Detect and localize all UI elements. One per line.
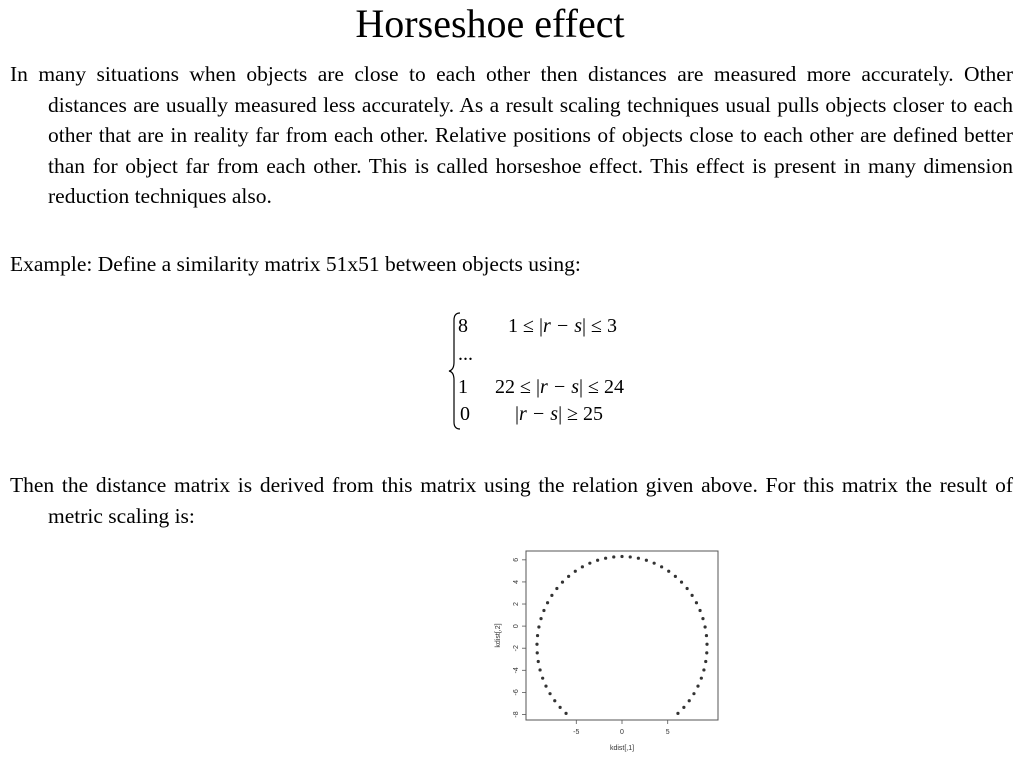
- data-point: [553, 699, 556, 702]
- data-point: [692, 692, 695, 695]
- page-title: Horseshoe effect: [355, 1, 625, 46]
- data-point: [653, 562, 656, 565]
- data-point: [705, 643, 708, 646]
- result-paragraph: Then the distance matrix is derived from this matrix using the relation given above. For this matrix the result of metric scaling is:: [10, 473, 1013, 528]
- data-point: [542, 609, 545, 612]
- data-point: [612, 555, 615, 558]
- formula-value: ...: [458, 343, 473, 365]
- data-point: [660, 565, 663, 568]
- data-point: [604, 557, 607, 560]
- data-point: [701, 617, 704, 620]
- data-point: [596, 559, 599, 562]
- x-tick-label: 0: [620, 729, 624, 736]
- plot-frame: [526, 551, 718, 720]
- formula-condition: 1 ≤ |r − s| ≤ 3: [508, 315, 618, 337]
- data-point: [620, 555, 623, 558]
- data-point: [559, 706, 562, 709]
- data-point: [564, 712, 567, 715]
- x-tick-label: -5: [573, 729, 580, 736]
- y-axis-label: kdist[,2]: [495, 623, 502, 648]
- data-point: [703, 625, 706, 628]
- data-point: [667, 570, 670, 573]
- scatter-plot: [492, 545, 732, 760]
- data-point: [539, 617, 542, 620]
- data-point: [676, 712, 679, 715]
- formula-condition: 22 ≤ |r − s| ≤ 24: [495, 376, 625, 398]
- formula-value: 1: [458, 376, 468, 398]
- formula-value: 8: [458, 315, 468, 337]
- y-tick-label: 2: [513, 602, 520, 606]
- y-tick-label: 4: [513, 579, 520, 584]
- data-point: [688, 699, 691, 702]
- example-paragraph: Example: Define a similarity matrix 51x51 between objects using:: [10, 252, 581, 276]
- data-point: [686, 587, 689, 590]
- data-point: [705, 634, 708, 637]
- data-point: [629, 555, 632, 558]
- data-point: [695, 601, 698, 604]
- data-point: [696, 685, 699, 688]
- y-tick-label: -4: [513, 667, 520, 674]
- y-tick-label: 0: [513, 624, 520, 629]
- data-point: [555, 587, 558, 590]
- data-point: [537, 660, 540, 663]
- data-point: [536, 651, 539, 654]
- scatter-plot-svg: [492, 545, 732, 760]
- data-point: [535, 643, 538, 646]
- data-point: [544, 685, 547, 688]
- data-point: [536, 634, 539, 637]
- data-point: [561, 581, 564, 584]
- data-point: [691, 594, 694, 597]
- data-point: [705, 651, 708, 654]
- data-point: [546, 601, 549, 604]
- formula-value: 0: [460, 403, 470, 425]
- data-point: [698, 609, 701, 612]
- data-point: [548, 692, 551, 695]
- y-tick-label: -8: [513, 711, 520, 718]
- data-point: [581, 565, 584, 568]
- data-point: [700, 677, 703, 680]
- data-point: [682, 706, 685, 709]
- similarity-formula: [448, 310, 708, 430]
- data-point: [588, 562, 591, 565]
- data-point: [567, 575, 570, 578]
- x-axis-label: kdist[,1]: [609, 745, 635, 752]
- data-point: [538, 668, 541, 671]
- data-point: [541, 677, 544, 680]
- formula-condition: |r − s| ≥ 25: [515, 403, 604, 425]
- data-point: [645, 559, 648, 562]
- y-tick-label: -2: [513, 645, 520, 652]
- data-point: [674, 575, 677, 578]
- intro-paragraph: In many situations when objects are close to each other then distances are measured more accurately. Other distances are usually measured less accurately. As a result scaling techniques usual pulls objects closer to each other that are in reality far from each other. Relative positions of objects close to each other are defined better than for object far from each other. This is called horseshoe effect. This effect is present in many dimension reduction techniques also.: [10, 62, 1013, 209]
- data-point: [574, 570, 577, 573]
- data-point: [537, 625, 540, 628]
- data-point: [637, 557, 640, 560]
- data-point: [550, 594, 553, 597]
- y-tick-label: -6: [513, 689, 520, 696]
- y-tick-label: 6: [513, 557, 520, 562]
- x-tick-label: 5: [665, 729, 670, 736]
- data-point: [680, 581, 683, 584]
- data-point: [702, 668, 705, 671]
- data-point: [704, 660, 707, 663]
